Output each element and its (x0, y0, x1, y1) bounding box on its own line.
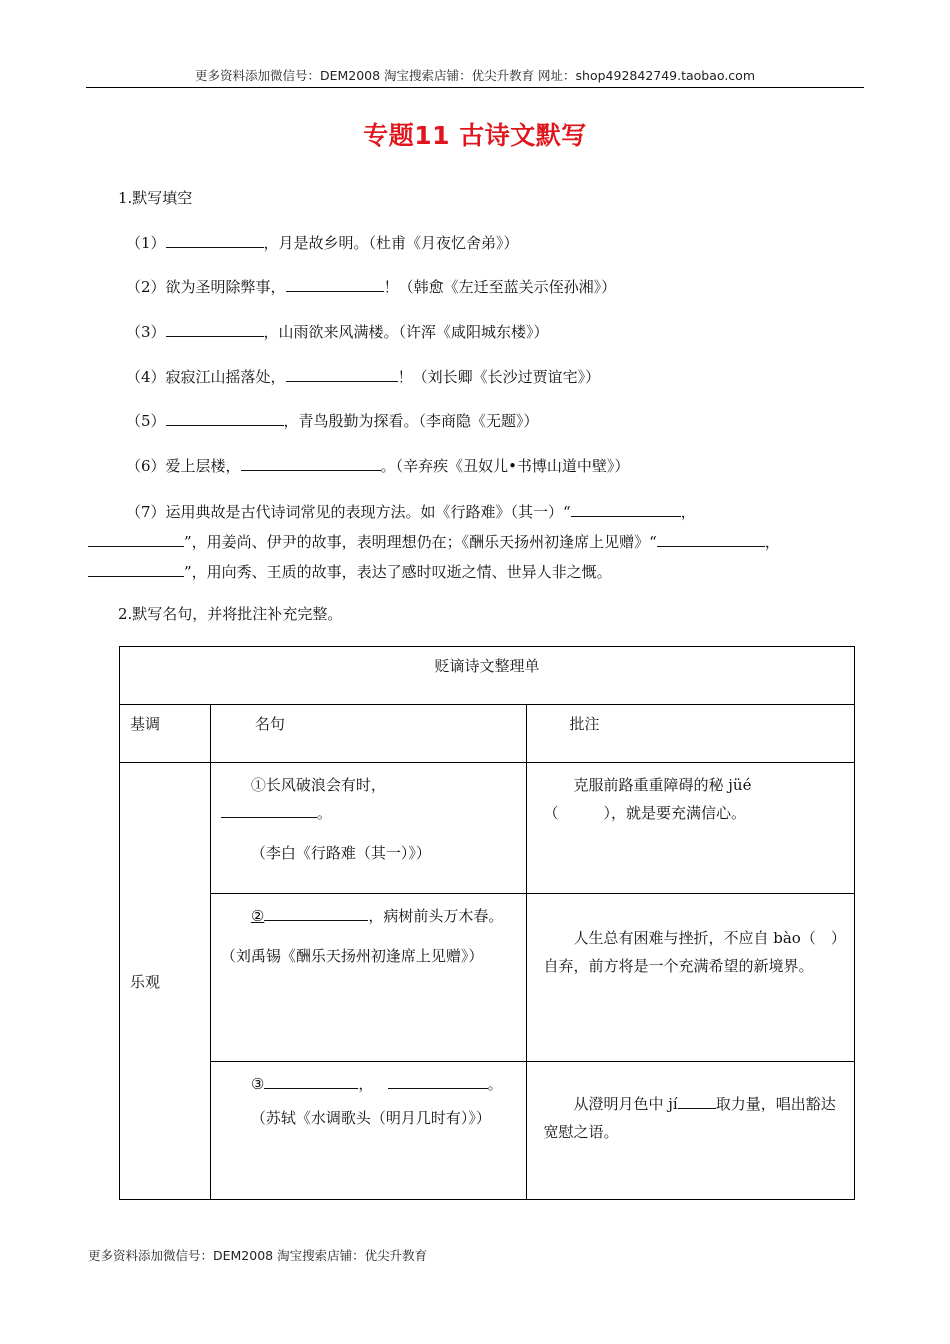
column-header-tone: 基调 (120, 705, 211, 763)
answer-blank[interactable] (286, 368, 398, 382)
header-divider (86, 87, 864, 88)
item-text: ， (680, 503, 696, 521)
answer-blank[interactable] (88, 563, 184, 577)
item-text: ， (764, 533, 780, 551)
item-text: ，青鸟殷勤为探看。（李商隐《无题》） (283, 412, 539, 430)
item-number: （3） (126, 323, 166, 341)
table-row-2-line (210, 894, 527, 1062)
note-text: 克服前路重重障碍的秘 jüé (573, 776, 752, 794)
tone-cell: 乐观 (120, 763, 211, 1200)
poem-line: ，病树前头万木春。 (368, 907, 504, 925)
poem-source: （苏轼《水调歌头（明月几时有）》） (250, 1109, 491, 1127)
note-text: 从澄明月色中 jí (573, 1095, 678, 1113)
page-header: 更多资料添加微信号：DEM2008 淘宝搜索店铺：优尖升教育 网址：shop492842749.taobao.com (194, 68, 756, 83)
exile-poetry-table (119, 646, 855, 1200)
column-header-note: 批注 (527, 705, 855, 763)
note-text: （ ），就是要充满信心。 (543, 804, 746, 822)
poem-line: 。 (487, 1075, 503, 1093)
poem-line: ， (358, 1075, 374, 1093)
answer-blank[interactable] (88, 533, 184, 547)
note-text: 人生总有困难与挫折，不应自 bào（ ）自弃，前方将是一个充满希望的新境界。 (543, 929, 839, 975)
table-row-3-line (210, 1062, 527, 1200)
column-header-line: 名句 (210, 705, 527, 763)
item-text: 。（辛弃疾《丑奴儿•书博山道中壁》） (380, 457, 630, 475)
page-title: 专题11 古诗文默写 (363, 121, 587, 150)
table-row-1-line (210, 763, 527, 894)
table-row-3-note (527, 1062, 855, 1200)
poem-source: （刘禹锡《酬乐天扬州初逢席上见赠》） (220, 947, 484, 965)
answer-blank[interactable] (678, 1095, 716, 1109)
item-number: ③ (250, 1075, 265, 1093)
item-number: （4） (126, 368, 166, 386)
page-footer: 更多资料添加微信号：DEM2008 淘宝搜索店铺：优尖升教育 (88, 1248, 428, 1263)
answer-blank[interactable] (241, 457, 381, 471)
note-text: 取力量，唱出豁达宽慰之语。 (543, 1095, 836, 1141)
item-number: ② (250, 907, 265, 925)
item-number: （2） (126, 278, 166, 296)
table-row-1-note (527, 763, 855, 894)
poem-source: （李白《行路难（其一）》） (250, 844, 431, 862)
item-text: ！（韩愈《左迁至蓝关示侄孙湘》） (383, 278, 617, 296)
poem-line: 。 (316, 804, 332, 822)
item-text: ，山雨欲来风满楼。（许浑《咸阳城东楼》） (263, 323, 549, 341)
item-number: （1） (126, 234, 166, 252)
q1-item-4 (126, 366, 600, 387)
item-text: 寂寂江山摇落处， (165, 368, 286, 386)
item-text: ”，用姜尚、伊尹的故事，表明理想仍在；《酬乐天扬州初逢席上见赠》“ (184, 533, 657, 551)
item-text: （7）运用典故是古代诗词常见的表现方法。如《行路难》（其一）“ (126, 503, 571, 521)
answer-blank[interactable] (264, 907, 368, 921)
answer-blank[interactable] (286, 278, 384, 292)
item-text: ，月是故乡明。（杜甫《月夜忆舍弟》） (263, 234, 519, 252)
q1-item-7 (88, 497, 864, 587)
q1-item-2 (126, 276, 616, 297)
answer-blank[interactable] (166, 323, 264, 337)
answer-blank[interactable] (166, 412, 284, 426)
answer-blank[interactable] (571, 503, 681, 517)
answer-blank[interactable] (221, 804, 317, 818)
q1-heading: 1.默写填空 (118, 189, 193, 207)
q1-item-6 (126, 455, 629, 476)
answer-blank[interactable] (166, 234, 264, 248)
answer-blank[interactable] (264, 1075, 358, 1089)
q1-item-1 (126, 232, 519, 253)
q1-item-5 (126, 410, 539, 431)
table-row-2-note (527, 894, 855, 1062)
item-text: 欲为圣明除弊事， (165, 278, 286, 296)
q2-heading: 2.默写名句，并将批注补充完整。 (118, 605, 343, 623)
item-number: （6） (126, 457, 166, 475)
answer-blank[interactable] (657, 533, 765, 547)
table-caption: 贬谪诗文整理单 (120, 647, 855, 705)
item-text: 爱上层楼， (165, 457, 241, 475)
poem-line: ①长风破浪会有时， (250, 776, 386, 794)
item-text: ”，用向秀、王质的故事，表达了感时叹逝之情、世异人非之慨。 (184, 563, 612, 581)
item-text: ！（刘长卿《长沙过贾谊宅》） (397, 368, 601, 386)
q1-item-3 (126, 321, 549, 342)
item-number: （5） (126, 412, 166, 430)
answer-blank[interactable] (388, 1075, 488, 1089)
